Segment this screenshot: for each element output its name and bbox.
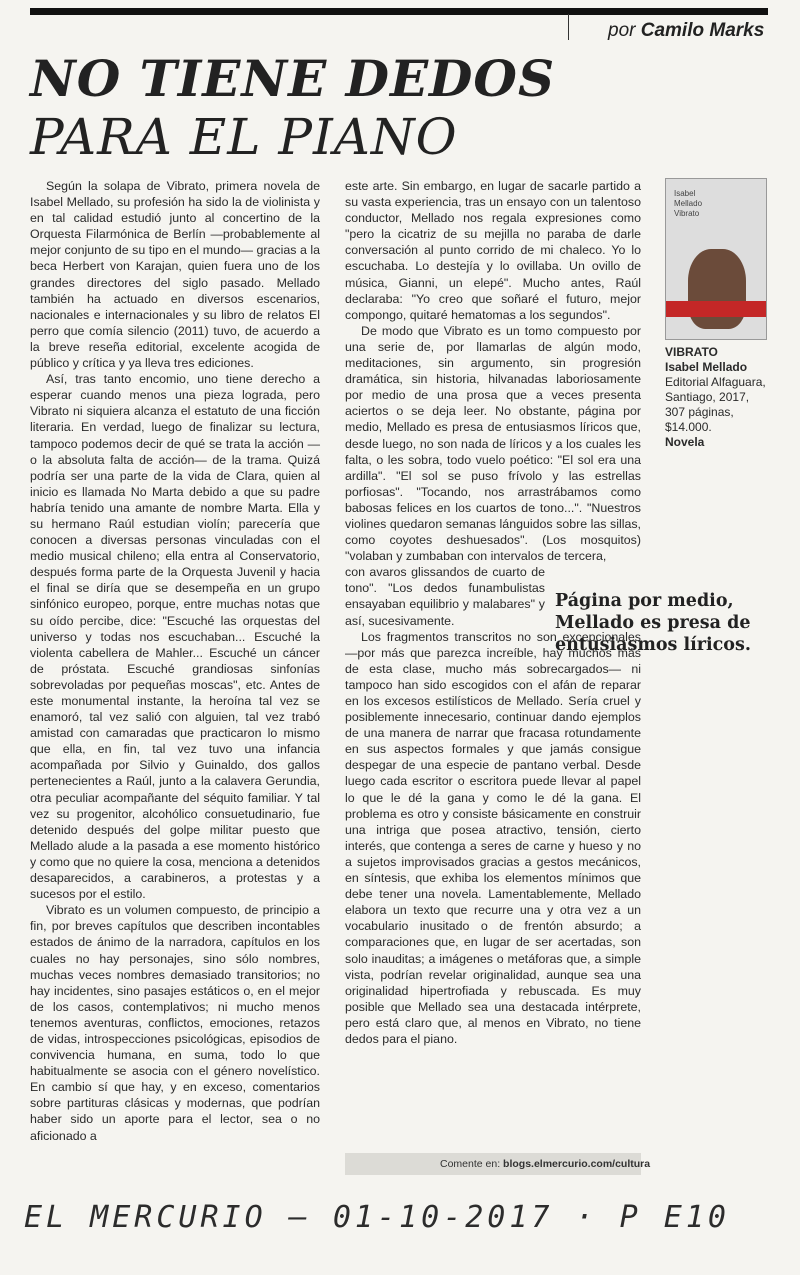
pull-quote: Página por medio, Mellado es presa de entusiasmos líricos. [555,591,751,655]
article-title [30,50,555,166]
cover-author-last: Mellado [674,199,703,208]
cover-author-first: Isabel [674,189,696,198]
book-info-pages: 307 páginas, [665,405,734,419]
byline-prefix: por [608,20,636,41]
book-info-genre: Novela [665,435,705,449]
paragraph-narrow: con avaros glissandos de cuarto de tono". "Los dedos funambulistas ensayaban equilibrio y malabares" y así, sucesivamente. [345,565,545,628]
paragraph: Según la solapa de Vibrato, primera novela de Isabel Mellado, su profesión ha sido la de violinista y en tal calidad estudió junto al concertino de la Orquesta Filarmónica de Berlín —probablemente al mejor conjunto de su tipo en el mundo— gracias a la beca Herbert von Karajan, quien fuera uno de los grandes directores del siglo pasado. Mellado también ha actuado en diversos escenarios, nacionales e internacionales y su libro de relatos El perro que comía silencio (2011) tuvo, de acuerdo a la breve reseña editorial, excelente acogida de público y crítica y ya lleva tres ediciones. [30,179,320,371]
footer-label: Comente en: [440,1158,501,1170]
cover-portrait [688,249,746,329]
book-info-publisher: Editorial Alfaguara, [665,375,766,389]
byline-author: Camilo Marks [640,20,765,41]
handwritten-source-note: EL MERCURIO — 01-10-2017 · P E10 [24,1200,730,1235]
book-cover-image [665,178,767,340]
book-info [665,345,775,450]
byline [608,20,764,42]
paragraph: Así, tras tanto encomio, uno tiene derecho a esperar cuando menos una pieza lograda, pero Vibrato ni siquiera alcanza el estatuto de una ficción literaria. En verdad, luego de finalizar su lectura, tampoco podemos decir de qué se trata la acción —o la absoluta falta de acción— de la trama. Quizá podría ser una parte de la vida de Clara, quien al inicio es llamada No Marta debido a que su padre habría tenido una amante de nombre Marta. Ella y su hermano Raúl estudian violín; parecería que conocen a diversas personas vinculadas con el medio musical chileno; ella entra al Conservatorio, después forma parte de la Orquesta Juvenil y hacia el final se diría que se desempeña en un grupo sinfónico europeo, porque, entre muchas notas que su oído percibe, dice: "Escuché las orquestas del universo y todas nos escuchaban... Escuché la violenta cabellera de Mahler... Escuché un cáncer de próstata. Escuché grandiosas sinfonías sobrevoladas por pequeñas moscas", etc. Antes de este monumental instante, la heroína tal vez se enamoró, tal vez salió con alguien, tal vez trabó amistad con camaradas que practicaron lo mismo que ella, en fin, tal vez tuvo una infancia acompañada por Silvio y Guinaldo, dos gallos pertenecientes a Raúl, junto a la calavera Gerundia, otra peculiar acompañante del séquito familiar. Y tal vez su progenitor, alcohólico consuetudinario, fue detenido después del golpe militar puesto que Mellado alude a la pasada a ese momento histórico y como que no quiere la cosa, menciona a detenidos desaparecidos, a carabineros, a protestas y a sucesos por el estilo. [30,372,320,902]
footer-link[interactable]: blogs.elmercurio.com/cultura [503,1158,651,1170]
title-line-2: PARA EL PIANO [30,108,458,166]
byline-separator [568,14,569,40]
article-column-1 [30,178,320,1144]
book-info-place-year: Santiago, 2017, [665,390,750,404]
paragraph: Vibrato es un volumen compuesto, de principio a fin, por breves capítulos que describen incontables estados de ánimo de la narradora, capítulos en los cuales no hay personajes, sino sólo nombres, muchas veces nombres demasiado transitorios; no hay incidentes, sino pasajes estáticos o, en el mejor de los casos, contemplativos; ni mucho menos tenemos aventuras, conflictos, emociones, retazos de vidas, introspecciones psicológicas, episodios de convivencia humana, en suma, todo lo que habitualmente se asocia con el género novelístico. En cambio sí que hay, y en exceso, comentarios sobre partituras clásicas y modernas, que podrían haber sido un aporte para el lector, sea o no aficionado a [30,903,320,1143]
comment-footer [440,1158,650,1170]
paragraph: De modo que Vibrato es un tomo compuesto por una serie de, por llamarlas de algún modo, meditaciones, sin argumento, sin progresión dramática, sin historia, hilvanadas laboriosamente por medio de una prosa que a veces presenta aciertos o se deja leer. No obstante, página por medio, Mellado es presa de entusiasmos líricos que, desde luego, no son nada de líricos y a los cuales les falta, o les sobra, todo vuelo poético: "El sol era una ardilla". "El sol se puso frívolo y las estrellas porfiosas". "Tocando, nos arrastrábamos como babosas felices en los cuartos de tono...". "Nuestros violines quedaron semanas lánguidos sobre las sillas, como coyotes deshuesados". (Los mosquitos) "volaban y zumbaban con intervalos de tercera, [345,323,641,564]
cover-title: Vibrato [674,209,700,218]
book-info-title: VIBRATO [665,345,718,359]
book-info-author: Isabel Mellado [665,360,748,374]
paragraph: Los fragmentos transcritos no son excepcionales —por más que parezca increíble, hay muchos más de esta clase, mucho más sobrecargados— ni tampoco han sido escogidos con el afán de reparar en los excesos estilísticos de Mellado. Sería cruel y posiblemente innecesario, continuar dando ejemplos de una manera de narrar que fracasa rotundamente en sus aspectos formales y que jamás consigue despegar de una especie de pantano verbal. Desde luego cada escritor o escritora puede llevar al papel lo que le dé la gana y como le dé la gana. El problema es otro y consiste básicamente en construir una intriga que posea atractivo, tensión, cierto interés, que contenga a seres de carne y hueso y no a sujetos improvisados gracias a gestos mecánicos, en síntesis, que exhiba los elementos mínimos que debe tener una novela. Lamentablemente, Mellado elabora un texto que recurre una y otra vez a un vocabulario inusitado o de frentón absurdo; a comparaciones que, en lugar de ser acertadas, son solo inauditas; a imágenes o metáforas que, a simple vista, podrían revelar originalidad, aunque sea una originalidad hipertrofiada y rebuscada. Es muy posible que Mellado sea una destacada intérprete, pero está claro que, al menos en Vibrato, no tiene dedos para el piano. [345,629,641,1046]
cover-red-band [666,301,766,317]
book-cover-text [674,189,702,219]
paragraph: este arte. Sin embargo, en lugar de sacarle partido a su vasta experiencia, tras un ensayo con un talentoso conductor, Mellado nos regala expresiones como "pero la cicatriz de su mejilla no paraba de darle conversación al punto corrido de mi chaleco. Yo lo escuchaba. Lo destejía y lo ovillaba. Un ovillo de música, Gianni, un elepé". Mucho antes, Raúl declaraba: "Yo creo que soñaré el futuro, mejor compongo, quitaré hematomas a los segundos". [345,179,641,322]
book-info-price: $14.000. [665,420,712,434]
title-line-1: NO TIENE DEDOS [30,49,556,108]
top-rule [30,8,768,15]
